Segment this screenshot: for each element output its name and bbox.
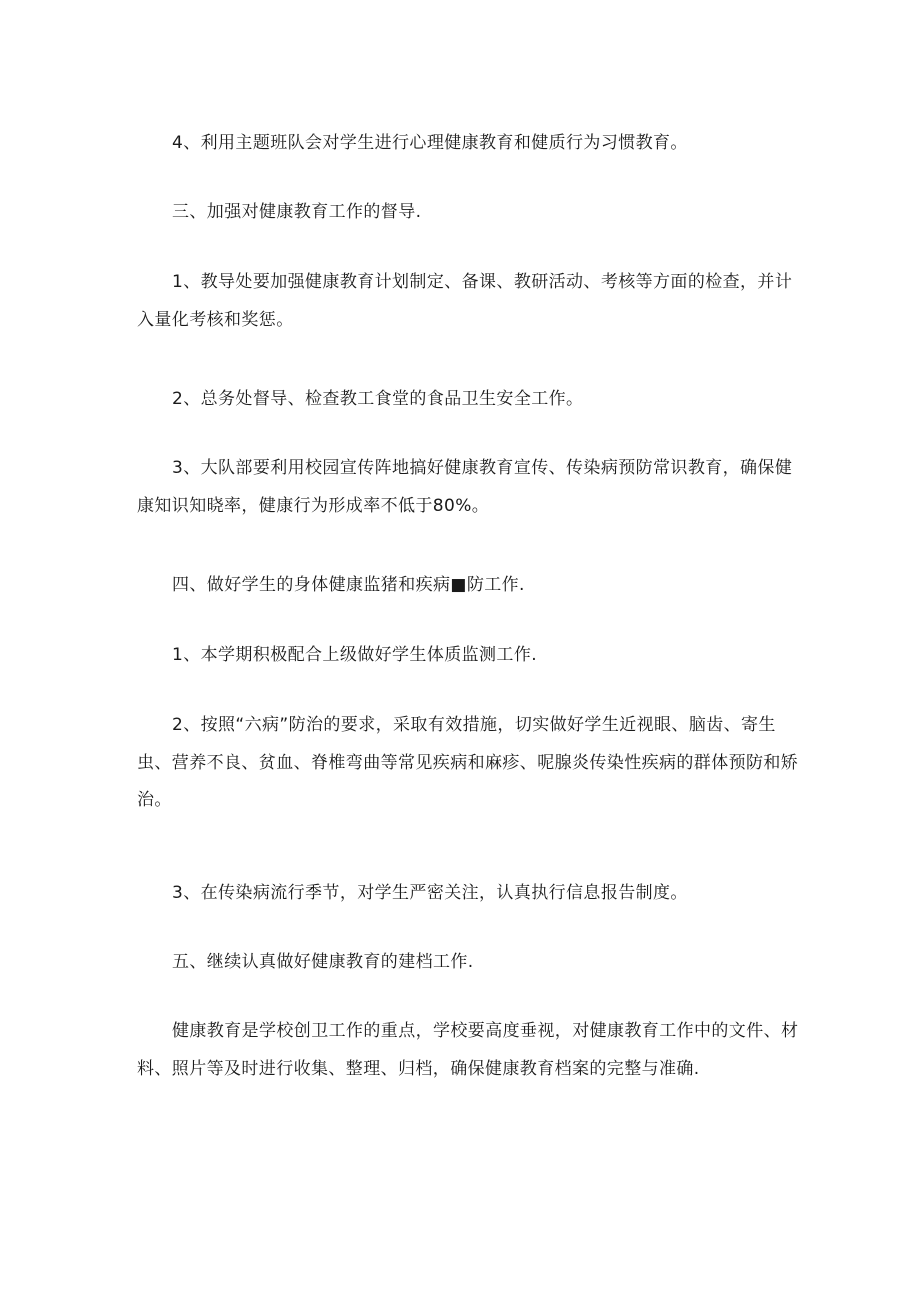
paragraph-line: 入量化考核和奖惩。 [137,310,294,330]
paragraph-line: 1、本学期积极配合上级做好学生体质监测工作. [172,645,538,665]
paragraph-line: 3、大队部要利用校园宣传阵地搞好健康教育宣传、传染病预防常识教育，确保健 [172,458,793,478]
paragraph-health-education-archiving [0,1011,920,1089]
paragraph-item-1-fitness-monitoring [0,635,920,675]
paragraph-item-1-academic-office [0,262,920,340]
paragraph-line: 2、按照“六病”防治的要求，采取有效措施，切实做好学生近视眼、脑齿、寄生 [172,715,776,735]
paragraph-item-3-infectious-season [0,873,920,913]
section-heading-text: 五、继续认真做好健康教育的建档工作. [172,952,474,972]
paragraph-line: 虫、营养不良、贫血、脊椎弯曲等常见疾病和麻疹、呢腺炎传染性疾病的群体预防和矫 [137,753,799,773]
paragraph-line: 2、总务处督导、检查教工食堂的食品卫生安全工作。 [172,389,584,409]
paragraph-line: 4、利用主题班队会对学生进行心理健康教育和健质行为习惯教育。 [172,133,688,153]
paragraph-line: 3、在传染病流行季节，对学生严密关注，认真执行信息报告制度。 [172,883,688,903]
paragraph-line: 康知识知晓率，健康行为形成率不低于80%。 [137,496,490,516]
paragraph-item-3-brigade [0,448,920,526]
paragraph-line: 料、照片等及时进行收集、整理、归档，确保健康教育档案的完整与准确. [137,1059,700,1079]
paragraph-item-2-six-diseases [0,705,920,820]
section-heading-text: 三、加强对健康教育工作的督导. [172,202,422,222]
paragraph-item-4-theme-class-meeting [0,123,920,163]
section-heading-text: 四、做好学生的身体健康监猪和疾病■防工作. [172,575,525,595]
section-heading-3-supervision [0,192,920,232]
section-heading-4-health-monitoring [0,565,920,605]
paragraph-line: 健康教育是学校创卫工作的重点，学校要高度垂视，对健康教育工作中的文件、材 [172,1021,799,1041]
paragraph-item-2-general-affairs [0,379,920,419]
paragraph-line: 治。 [137,790,172,810]
paragraph-line: 1、教导处要加强健康教育计划制定、备课、教研活动、考核等方面的检查，并计 [172,272,793,292]
section-heading-5-archiving [0,942,920,982]
